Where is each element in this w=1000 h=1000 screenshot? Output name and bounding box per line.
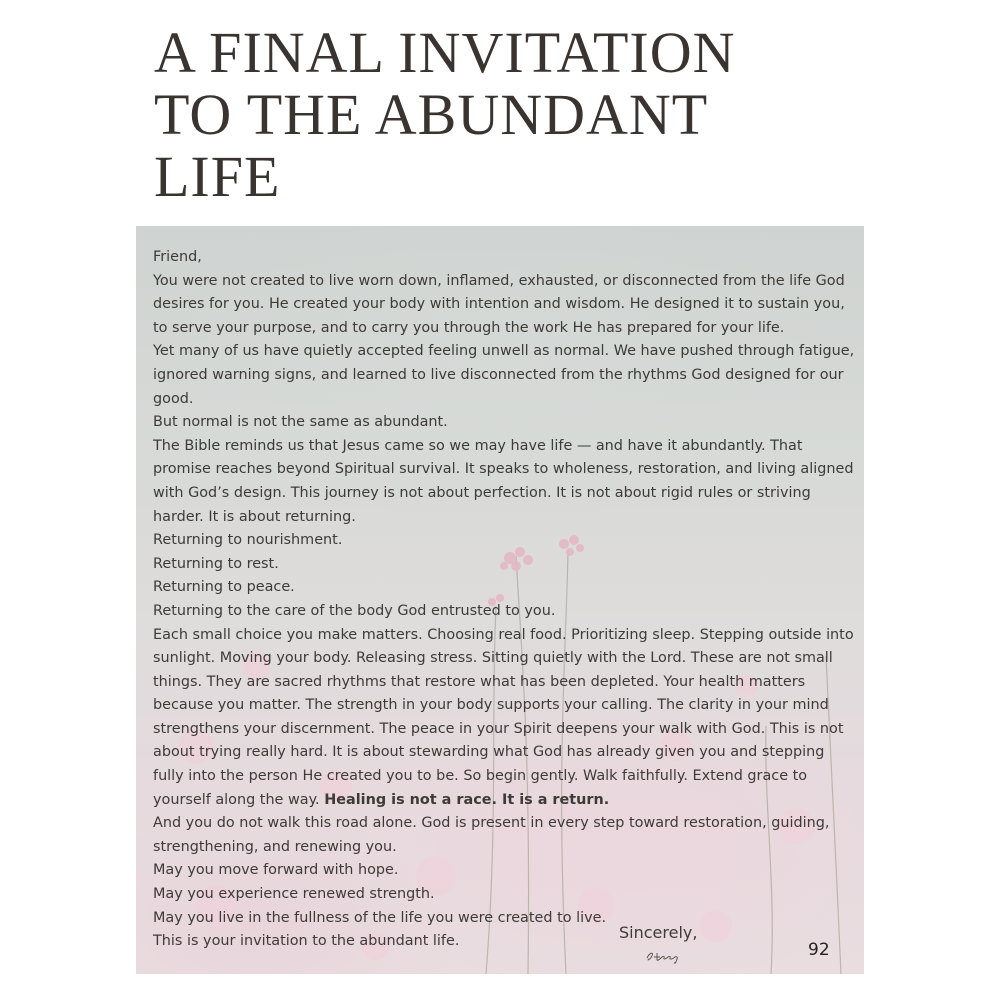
title-line: TO THE ABUNDANT <box>154 82 709 147</box>
letter-line: promise reaches beyond Spiritual survival. It speaks to wholeness, restoration, and living aligned <box>153 461 854 478</box>
title-line: LIFE <box>154 144 281 209</box>
letter-line: You were not created to live worn down, inflamed, exhausted, or disconnected from the life God <box>153 272 845 289</box>
letter-line: May you experience renewed strength. <box>153 886 435 903</box>
emphasis-text: Healing is not a race. It is a return. <box>324 791 610 808</box>
letter-line: fully into the person He created you to be. So begin gently. Walk faithfully. Extend grace to <box>153 768 808 785</box>
letter-line: good. <box>153 390 194 407</box>
letter-line: Each small choice you make matters. Choosing real food. Prioritizing sleep. Stepping outside into <box>153 626 854 643</box>
letter-line: This is your invitation to the abundant life. <box>153 933 460 950</box>
letter-line: The Bible reminds us that Jesus came so we may have life — and have it abundantly. That <box>153 437 803 454</box>
title-line: A FINAL INVITATION <box>154 20 736 85</box>
letter-line: to serve your purpose, and to carry you through the work He has prepared for your life. <box>153 319 785 336</box>
letter-line: And you do not walk this road alone. God is present in every step toward restoration, guiding, <box>153 815 830 832</box>
letter-line: May you live in the fullness of the life you were created to live. <box>153 909 607 926</box>
letter-line: May you move forward with hope. <box>153 862 399 879</box>
letter-line: because you matter. The strength in your body supports your calling. The clarity in your mind <box>153 697 829 714</box>
letter-line: about trying really hard. It is about stewarding what God has already given you and stepping <box>153 744 825 761</box>
letter-line <box>153 789 853 813</box>
signature-image <box>644 946 684 966</box>
letter-line: ignored warning signs, and learned to live disconnected from the rhythms God designed for our <box>153 366 844 383</box>
letter-line: sunlight. Moving your body. Releasing stress. Sitting quietly with the Lord. These are not small <box>153 650 833 667</box>
sign-off: Sincerely, <box>619 923 698 942</box>
letter-line: strengthens your discernment. The peace in your Spirit deepens your walk with God. This is not <box>153 720 844 737</box>
page-title <box>154 22 914 208</box>
letter-line: Returning to nourishment. <box>153 532 343 549</box>
letter-line: things. They are sacred rhythms that restore what has been depleted. Your health matters <box>153 673 806 690</box>
letter-line: Returning to rest. <box>153 555 279 572</box>
letter-line: with God’s design. This journey is not about perfection. It is not about rigid rules or striving <box>153 484 811 501</box>
letter-line-prefix: yourself along the way. <box>153 791 325 808</box>
page-number: 92 <box>808 940 830 960</box>
letter-panel <box>136 226 864 974</box>
letter-line: desires for you. He created your body with intention and wisdom. He designed it to sustain you, <box>153 296 845 313</box>
letter-line: strengthening, and renewing you. <box>153 838 397 855</box>
letter-body <box>153 246 853 954</box>
letter-line: Friend, <box>153 249 202 265</box>
letter-line: Returning to the care of the body God entrusted to you. <box>153 602 556 619</box>
letter-line: harder. It is about returning. <box>153 508 356 525</box>
letter-line: Yet many of us have quietly accepted feeling unwell as normal. We have pushed through fatigue, <box>153 343 855 360</box>
letter-line: But normal is not the same as abundant. <box>153 414 448 431</box>
letter-line: Returning to peace. <box>153 579 295 596</box>
